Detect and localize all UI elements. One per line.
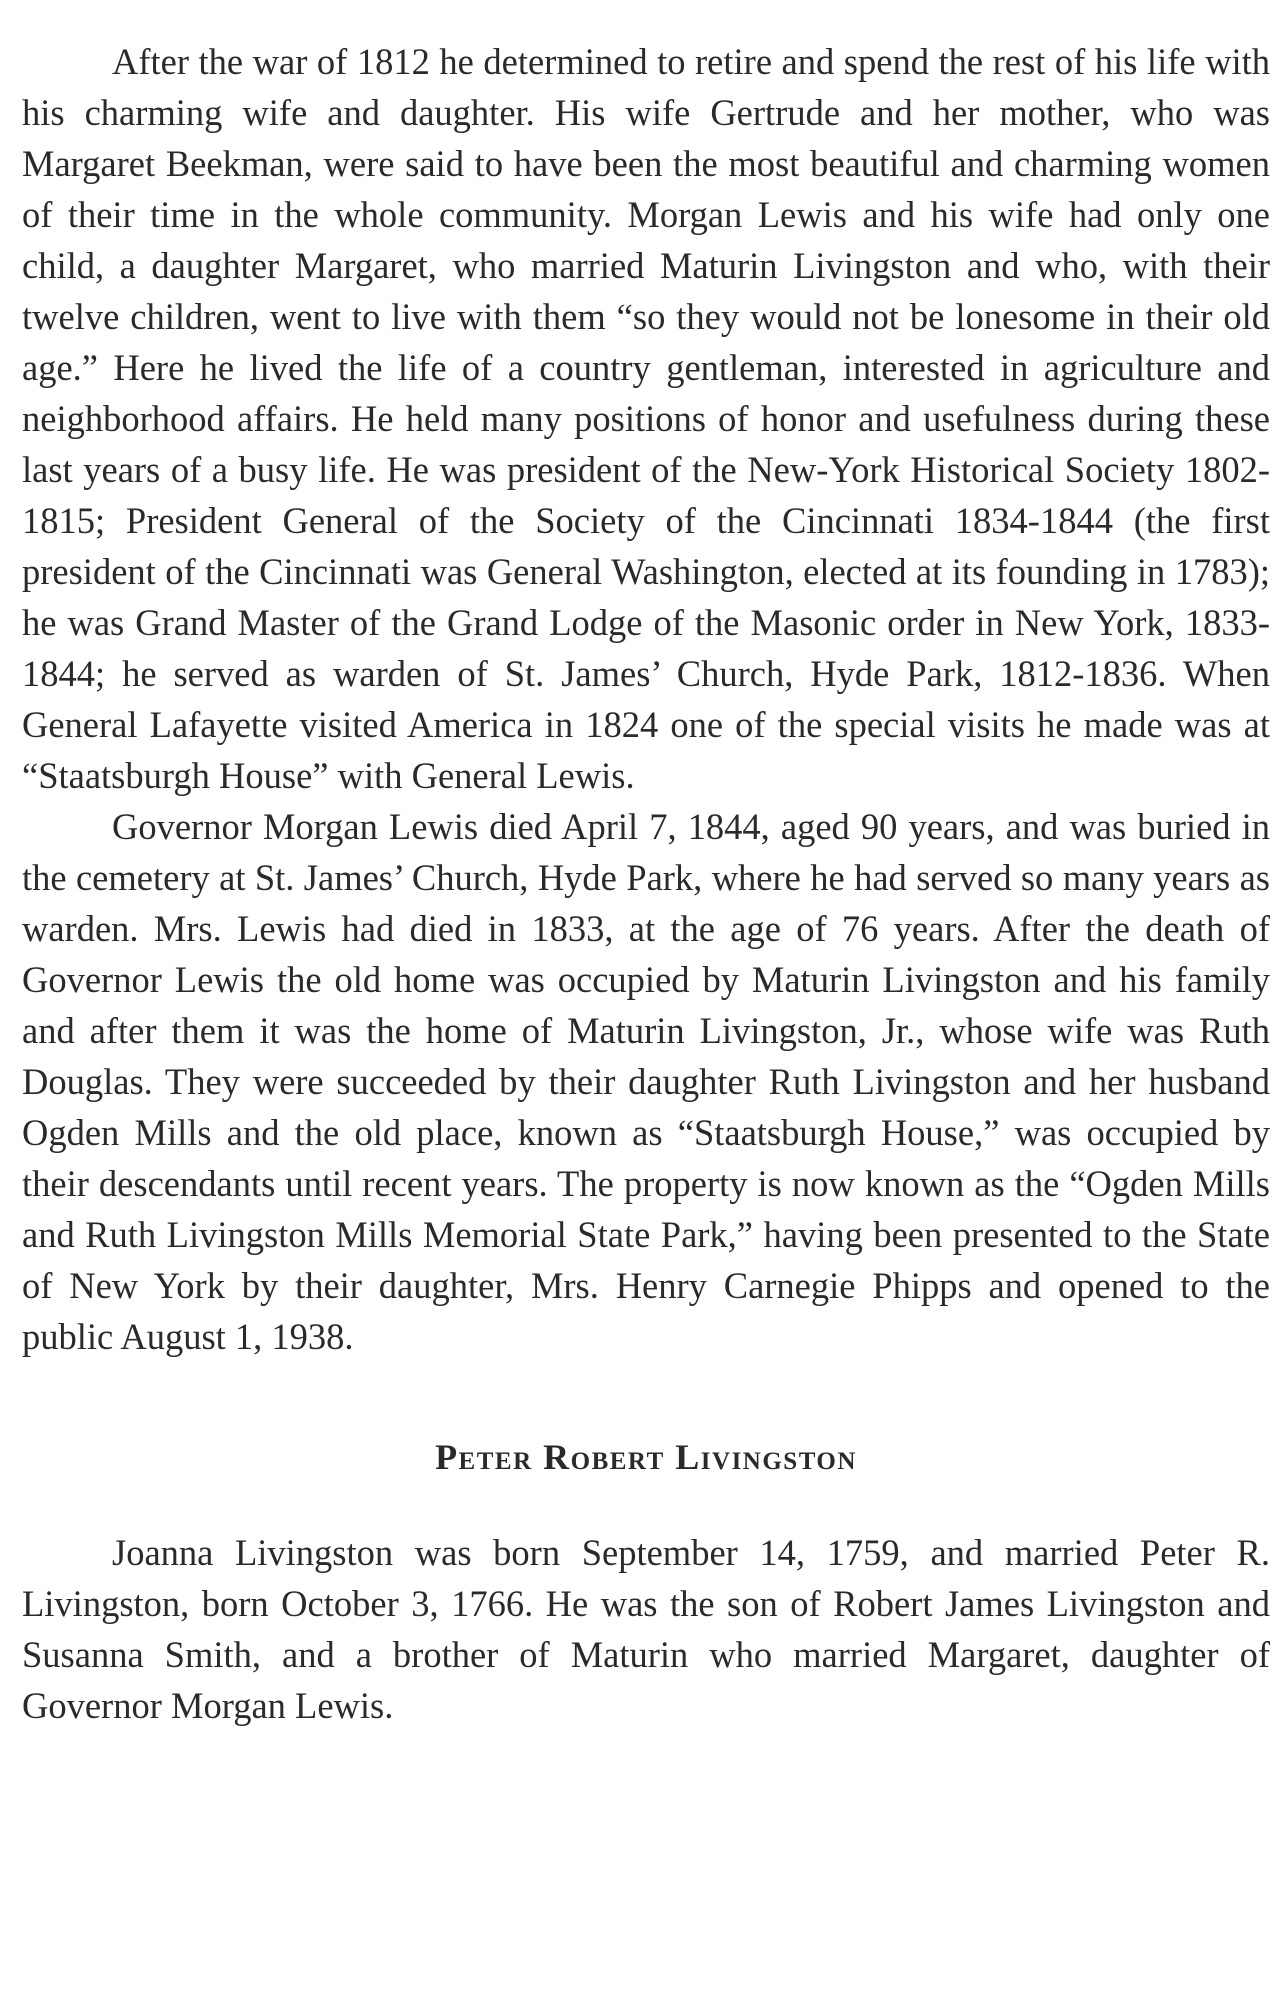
document-page [22, 36, 1270, 1731]
paragraph-peter-robert-livingston: Joanna Livingston was born September 14, 1759, and married Peter R. Livingston, born October 3, 1766. He was the son of Robert James Livingston and Susanna Smith, and a brother of Maturin who married Margaret, daughter of Governor Morgan Lewis. [22, 1532, 1270, 1726]
section-heading: Peter Robert Livingston [435, 1437, 857, 1477]
paragraph-retirement: After the war of 1812 he determined to retire and spend the rest of his life with his charming wife and daughter. His wife Gertrude and her mother, who was Margaret Beekman, were said to have been the most beautiful and charming women of their time in the whole community. Morgan Lewis and his wife had only one child, a daughter Margaret, who married Maturin Livingston and who, with their twelve children, went to live with them “so they would not be lonesome in their old age.” Here he lived the life of a country gentleman, interested in agriculture and neighborhood affairs. He held many positions of honor and usefulness during these last years of a busy life. He was president of the New-York Historical Society 1802-1815; President General of the Society of the Cincinnati 1834-1844 (the first president of the Cincinnati was General Washington, elected at its founding in 1783); he was Grand Master of the Grand Lodge of the Masonic order in New York, 1833-1844; he served as warden of St. James’ Church, Hyde Park, 1812-1836. When General Lafayette visited America in 1824 one of the special visits he made was at “Staatsburgh House” with General Lewis. [22, 41, 1270, 796]
paragraph-death-and-estate: Governor Morgan Lewis died April 7, 1844, aged 90 years, and was buried in the cemetery at St. James’ Church, Hyde Park, where he had served so many years as warden. Mrs. Lewis had died in 1833, at the age of 76 years. After the death of Governor Lewis the old home was occupied by Maturin Livingston and his family and after them it was the home of Maturin Livingston, Jr., whose wife was Ruth Douglas. They were succeeded by their daughter Ruth Livingston and her husband Ogden Mills and the old place, known as “Staatsburgh House,” was occupied by their descendants until recent years. The property is now known as the “Ogden Mills and Ruth Livingston Mills Memorial State Park,” having been presented to the State of New York by their daughter, Mrs. Henry Carnegie Phipps and opened to the public August 1, 1938. [22, 806, 1270, 1357]
